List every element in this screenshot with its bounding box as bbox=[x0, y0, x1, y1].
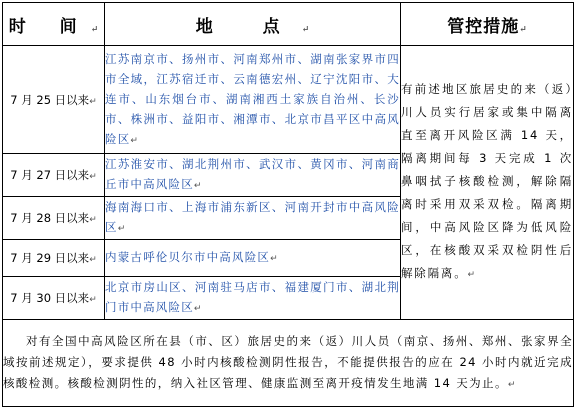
table-row bbox=[3, 46, 574, 154]
table-header-row bbox=[3, 3, 574, 46]
row-areas: 江苏南京市、扬州市、河南郑州市、湖南张家界市四市全域，江苏宿迁市、云南德宏州、辽宁沈阳市、大连市、山东烟台市、湖南湘西土家族自治州、长沙市、株洲市、益阳市、湘潭市、北京市昌平区中高风险区↵ bbox=[105, 46, 401, 154]
row-date: 7 月 25 日以来↵ bbox=[3, 46, 105, 154]
note-paragraph: 对有全国中高风险区所在县（市、区）旅居史的来（返）川人员（南京、扬州、郑州、张家界全域按前述规定），要求提供 48 小时内核酸检测阴性报告，不能提供报告的应在 24 小时内就近完成核酸检测。核酸检测阴性的，纳入社区管理、健康监测至离开疫情发生地满 14 天为止。↵ bbox=[3, 320, 574, 407]
row-areas: 北京市房山区、河南驻马店市、福建厦门市、湖北荆门市中高风险区↵ bbox=[105, 277, 401, 320]
row-date: 7 月 28 日以来↵ bbox=[3, 197, 105, 240]
header-place: 地 点↵ bbox=[105, 3, 401, 46]
control-measures-table bbox=[2, 2, 574, 407]
row-date: 7 月 29 日以来↵ bbox=[3, 240, 105, 277]
row-date: 7 月 27 日以来↵ bbox=[3, 154, 105, 197]
control-measure-cell: 有前述地区旅居史的来（返）川人员实行居家或集中隔离直至离开风险区满 14 天，隔离期间每 3 天完成 1 次鼻咽拭子核酸检测，解除隔离时采用双采双检。隔离期间，中高风险区降为低风险区，在核酸双采双检阴性后解除隔离。↵ bbox=[401, 46, 574, 320]
header-time: 时 间↵ bbox=[3, 3, 105, 46]
row-areas: 内蒙古呼伦贝尔市中高风险区↵ bbox=[105, 240, 401, 277]
row-date: 7 月 30 日以来↵ bbox=[3, 277, 105, 320]
row-areas: 江苏淮安市、湖北荆州市、武汉市、黄冈市、河南商丘市中高风险区↵ bbox=[105, 154, 401, 197]
row-areas: 海南海口市、上海市浦东新区、河南开封市中高风险区↵ bbox=[105, 197, 401, 240]
note-row bbox=[3, 320, 574, 407]
header-measure: 管控措施↵ bbox=[401, 3, 574, 46]
